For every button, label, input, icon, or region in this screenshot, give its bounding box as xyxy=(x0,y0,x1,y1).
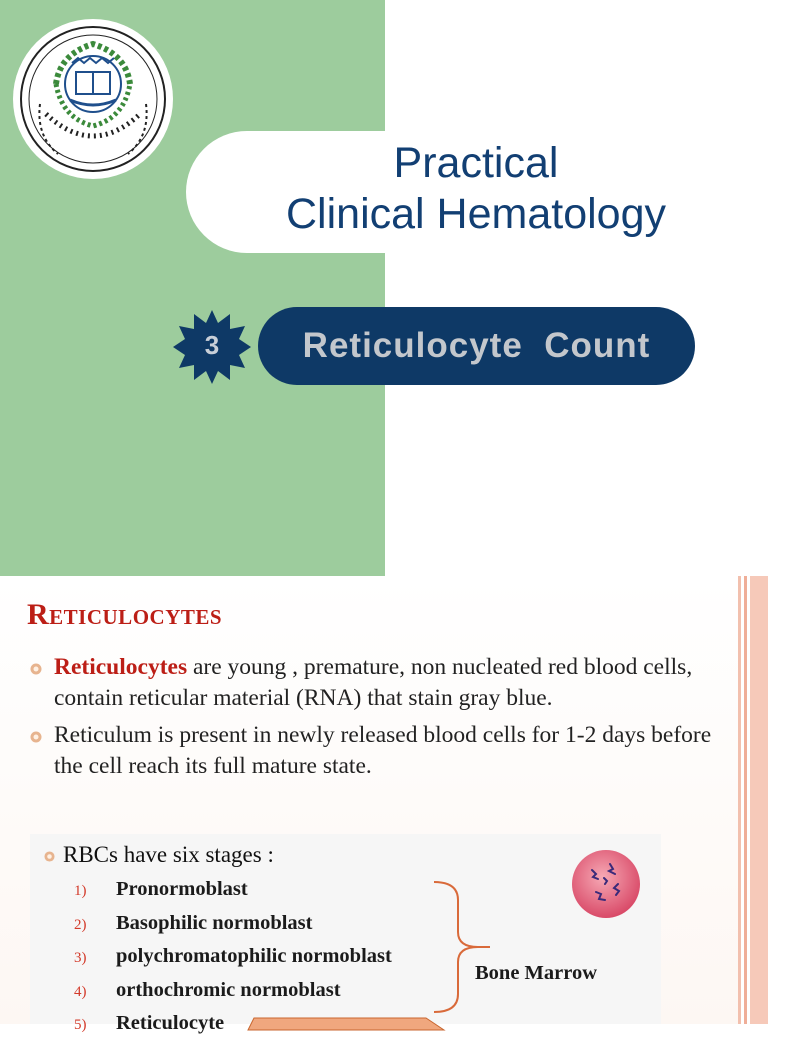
bullet-icon xyxy=(44,851,55,862)
bone-marrow-label: Bone Marrow xyxy=(475,962,598,984)
reticulocyte-cell-icon xyxy=(570,848,642,920)
bullet-text: Reticulum is present in newly released blood cells for 1-2 days before the cell reach its full mature state. xyxy=(54,722,712,779)
stage-item xyxy=(74,878,392,912)
stage-name: Basophilic normoblast xyxy=(116,911,313,934)
title-line-1: Practical xyxy=(393,139,559,187)
stage-item xyxy=(74,912,392,946)
bullet-text: are young , premature, non nucleated red blood cells, contain reticular material (RNA) that stain gray blue. xyxy=(54,654,693,711)
presentation-title xyxy=(186,138,766,240)
lecture-number: 3 xyxy=(204,330,220,360)
bullet-icon xyxy=(30,663,42,675)
decor-stripe xyxy=(738,576,741,1024)
title-line-2: Clinical Hematology xyxy=(286,190,666,238)
stage-number: 2) xyxy=(74,916,87,933)
stages-heading-text: RBCs have six stages : xyxy=(63,842,274,867)
topic-title: Reticulocyte Count xyxy=(302,326,651,365)
stage-item xyxy=(74,979,392,1013)
bullet-item xyxy=(28,720,728,782)
stage-number: 1) xyxy=(74,883,87,899)
brace-icon xyxy=(432,880,492,1014)
slide-heading: Reticulocytes xyxy=(27,598,223,631)
university-seal-icon xyxy=(12,18,174,180)
bullet-item xyxy=(28,652,728,714)
decor-stripe xyxy=(750,576,768,1024)
stage-number: 4) xyxy=(74,983,87,1000)
bullet-keyword: Reticulocytes xyxy=(54,654,188,680)
stage-item xyxy=(74,945,392,979)
stage-number: 5) xyxy=(74,1017,87,1033)
bullet-list xyxy=(28,652,728,788)
stage-name: Reticulocyte xyxy=(116,1012,225,1034)
stage-name: Pronormoblast xyxy=(116,878,248,900)
decor-stripe xyxy=(744,576,747,1024)
stage-name: orthochromic normoblast xyxy=(116,978,341,1001)
stage-number: 3) xyxy=(74,950,87,966)
content-slide xyxy=(0,576,768,1034)
stages-heading xyxy=(44,842,274,868)
bullet-icon xyxy=(30,731,42,743)
stage-name: polychromatophilic normoblast xyxy=(116,945,392,967)
arrow-icon xyxy=(248,1018,448,1030)
rbc-stages-figure xyxy=(30,834,661,1034)
